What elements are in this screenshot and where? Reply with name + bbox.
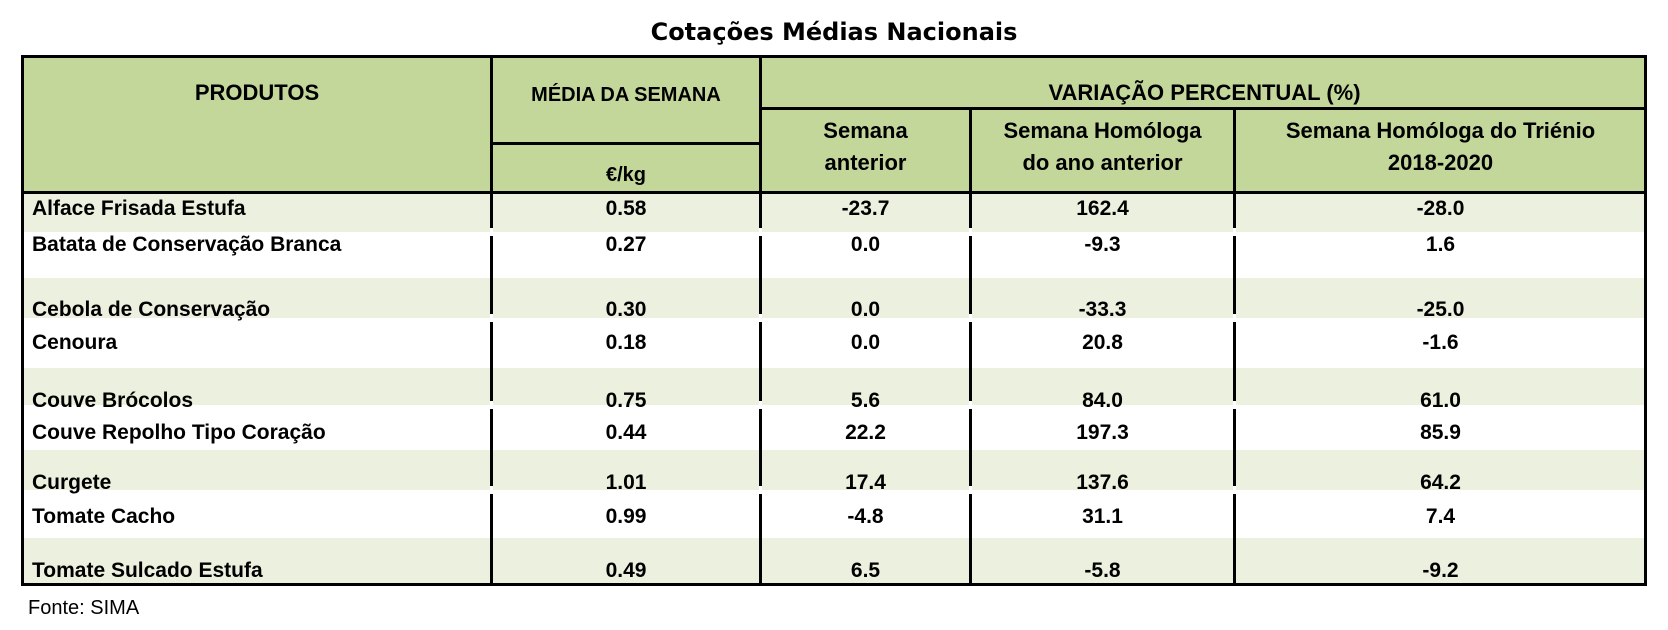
homologa-cell: 197.3 xyxy=(1076,421,1129,444)
anterior-cell: 0.0 xyxy=(850,331,881,354)
anterior-cell: 22.2 xyxy=(845,421,886,444)
product-name-cell: Couve Brócolos xyxy=(32,389,194,412)
product-name-cell: Couve Repolho Tipo Coração xyxy=(32,421,326,444)
product-name-cell: Tomate Sulcado Estufa xyxy=(32,559,263,582)
column-divider xyxy=(490,58,493,194)
media-cell: 0.44 xyxy=(605,421,647,444)
trienio-cell: 61.0 xyxy=(1420,389,1461,412)
table-row xyxy=(24,450,1644,494)
column-divider-gap xyxy=(969,486,972,494)
column-divider-gap xyxy=(759,401,762,409)
trienio-cell: 85.9 xyxy=(1420,421,1461,444)
media-cell: 0.49 xyxy=(605,559,647,582)
column-divider-gap xyxy=(1233,486,1236,494)
column-divider-gap xyxy=(1233,401,1236,409)
anterior-cell: 6.5 xyxy=(850,559,881,582)
homologa-cell: -5.8 xyxy=(1084,559,1121,582)
header-trienio-line2: 2018-2020 xyxy=(1387,150,1494,175)
column-divider-gap xyxy=(490,314,493,322)
table-row xyxy=(24,490,1644,538)
table-row xyxy=(24,194,1644,232)
trienio-cell: -28.0 xyxy=(1416,197,1465,220)
header-homologa-line1: Semana Homóloga xyxy=(1003,118,1202,143)
header-divider-unit xyxy=(490,142,762,145)
header-divider-bottom xyxy=(24,191,1644,194)
media-cell: 0.27 xyxy=(605,233,647,256)
homologa-cell: 137.6 xyxy=(1076,471,1129,494)
column-divider xyxy=(490,194,493,586)
anterior-cell: 5.6 xyxy=(850,389,881,412)
column-divider-gap xyxy=(490,401,493,409)
media-cell: 0.75 xyxy=(605,389,647,412)
column-divider xyxy=(759,58,762,194)
homologa-cell: -33.3 xyxy=(1078,298,1127,321)
header-divider-top xyxy=(762,107,1647,110)
column-divider xyxy=(759,194,762,586)
anterior-cell: -23.7 xyxy=(841,197,890,220)
column-divider xyxy=(969,194,972,586)
column-divider-gap xyxy=(1233,228,1236,236)
column-divider-gap xyxy=(759,314,762,322)
product-name-cell: Tomate Cacho xyxy=(32,505,176,528)
table-row xyxy=(24,405,1644,450)
header-homologa-line2: do ano anterior xyxy=(1022,150,1183,175)
table-row xyxy=(24,368,1644,412)
source-note: Fonte: SIMA xyxy=(28,597,140,619)
anterior-cell: -4.8 xyxy=(847,505,884,528)
column-divider-gap xyxy=(759,486,762,494)
column-divider xyxy=(969,107,972,194)
homologa-cell: 84.0 xyxy=(1082,389,1123,412)
header-semana-anterior-line2: anterior xyxy=(824,150,907,175)
homologa-cell: 20.8 xyxy=(1082,331,1123,354)
trienio-cell: 64.2 xyxy=(1420,471,1461,494)
anterior-cell: 17.4 xyxy=(845,471,886,494)
column-divider xyxy=(1233,107,1236,194)
header-produtos: PRODUTOS xyxy=(194,80,320,105)
trienio-cell: 1.6 xyxy=(1425,233,1456,256)
media-cell: 0.58 xyxy=(605,197,647,220)
table-row xyxy=(24,538,1644,586)
trienio-cell: -1.6 xyxy=(1422,331,1459,354)
column-divider-gap xyxy=(969,401,972,409)
column-divider-gap xyxy=(969,228,972,236)
column-divider-gap xyxy=(490,486,493,494)
column-divider-gap xyxy=(969,314,972,322)
header-variacao: VARIAÇÃO PERCENTUAL (%) xyxy=(1048,80,1361,105)
column-divider xyxy=(1233,194,1236,586)
trienio-cell: -25.0 xyxy=(1416,298,1465,321)
table-row xyxy=(24,318,1644,368)
product-name-cell: Curgete xyxy=(32,471,112,494)
price-table xyxy=(21,55,1647,586)
product-name-cell: Alface Frisada Estufa xyxy=(32,197,246,220)
column-divider-gap xyxy=(759,228,762,236)
homologa-cell: -9.3 xyxy=(1084,233,1121,256)
media-cell: 0.18 xyxy=(605,331,647,354)
header-semana-anterior-line1: Semana xyxy=(823,118,908,143)
homologa-cell: 31.1 xyxy=(1082,505,1123,528)
trienio-cell: -9.2 xyxy=(1422,559,1459,582)
product-name-cell: Batata de Conservação Branca xyxy=(32,233,342,256)
table-row xyxy=(24,232,1644,278)
header-trienio-line1: Semana Homóloga do Triénio xyxy=(1285,118,1596,143)
table-row xyxy=(24,278,1644,321)
anterior-cell: 0.0 xyxy=(850,298,881,321)
column-divider-gap xyxy=(490,228,493,236)
product-name-cell: Cebola de Conservação xyxy=(32,298,271,321)
header-media-semana: MÉDIA DA SEMANA xyxy=(531,84,721,106)
product-name-cell: Cenoura xyxy=(32,331,118,354)
media-cell: 1.01 xyxy=(605,471,647,494)
table-title: Cotações Médias Nacionais xyxy=(650,18,1018,46)
anterior-cell: 0.0 xyxy=(850,233,881,256)
header-unit: €/kg xyxy=(605,164,647,186)
media-cell: 0.30 xyxy=(605,298,647,321)
media-cell: 0.99 xyxy=(605,505,647,528)
homologa-cell: 162.4 xyxy=(1076,197,1129,220)
column-divider-gap xyxy=(1233,314,1236,322)
trienio-cell: 7.4 xyxy=(1425,505,1456,528)
